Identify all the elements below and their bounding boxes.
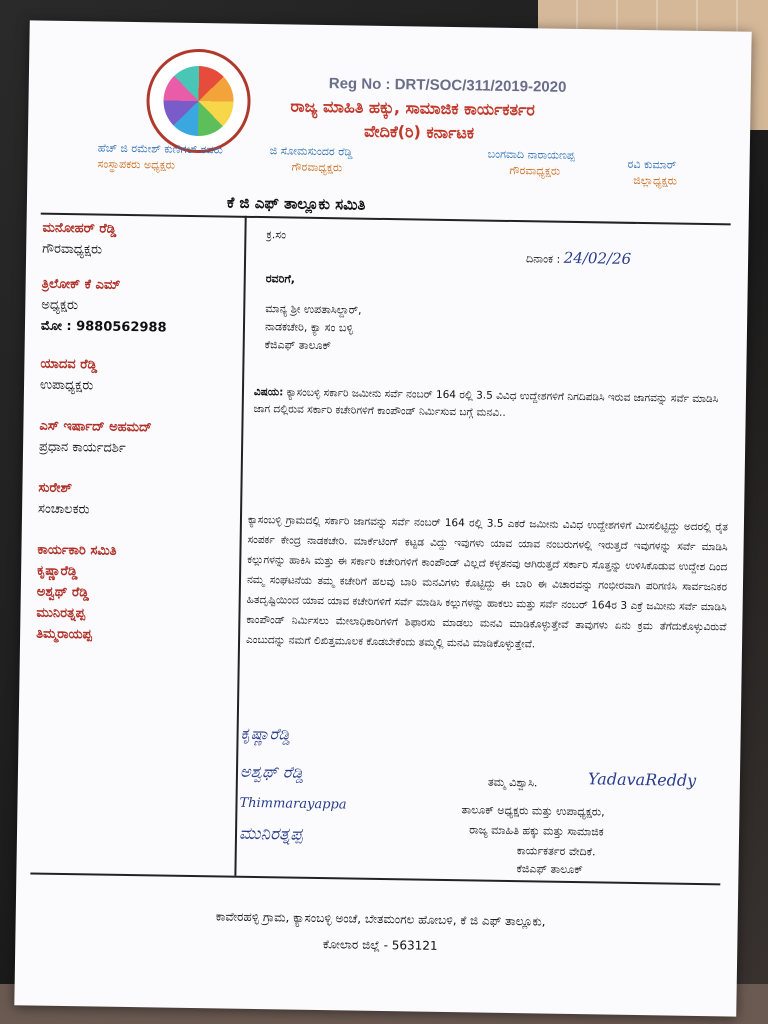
footer-line1: ಕಾವೇರಹಳ್ಳಿ ಗ್ರಾಮ, ಕ್ಯಾಸಂಬಳ್ಳಿ ಅಂಚೆ, ಬೇತಮಂಗಲ ಹೋಬಳಿ, ಕೆ ಜಿ ಎಫ್ ತಾಲ್ಲೂಕು,	[215, 909, 546, 929]
founder-role: ಜಿಲ್ಲಾಧ್ಯಕ್ಷರು	[633, 173, 678, 188]
date-label: ದಿನಾಂಕ :	[525, 252, 561, 266]
signatory-line: ರಾಜ್ಯ ಮಾಹಿತಿ ಹಕ್ಕು ಮತ್ತು ಸಾಮಾಜಿಕ	[469, 823, 604, 839]
footer-address	[35, 901, 726, 964]
handwritten-signature: ಕೃಷ್ಣಾರೆಡ್ಡಿ	[240, 723, 291, 744]
subject-label: ವಿಷಯ:	[253, 385, 284, 399]
member-role: ಉಪಾಧ್ಯಕ್ಷರು	[39, 377, 94, 394]
recipient-line: ಕೆಜಿಎಫ್ ತಾಲೂಕ್	[264, 338, 332, 353]
footer-divider	[30, 873, 720, 886]
letter-date	[526, 248, 631, 268]
sidebar-member	[41, 277, 242, 337]
handwritten-signature: YadavaReddy	[587, 769, 697, 790]
recipient-line: ನಾಡಕಚೇರಿ, ಕ್ಯಾ ಸಂ ಬಳ್ಳಿ	[264, 320, 354, 335]
reference-number: ಕ್ರ.ಸಂ	[266, 228, 287, 242]
letter-body: ಕ್ಯಾಸಂಬಳ್ಳಿ ಗ್ರಾಮದಲ್ಲಿ ಸರ್ಕಾರಿ ಜಾಗವನ್ನು ಸರ್ವೆ ನಂಬರ್ 164 ರಲ್ಲಿ 3.5 ಎಕರೆ ಜಮೀನು ವಿವಿಧ ಉದ್ದೇಶಗಳಿಗೆ ಮೀಸಲಿಟ್ಟಿದ್ದು ಅದರಲ್ಲಿ ರೈತ ಸಂಪರ್ಕ ಕೇಂದ್ರ ನಾಡಕಚೇರಿ. ಮಾರ್ಕೆಟಿಂಗ್ ಕಟ್ಟಡ ವಿದ್ದು ಇವುಗಳು ಯಾವ ಯಾವ ನಂಬರುಗಳಲ್ಲಿ ಇರುತ್ತದೆ ಇವುಗಳನ್ನು ಸರ್ವೆ ಮಾಡಿಸಿ ಕಲ್ಲುಗಳನ್ನು ಹಾಕಿಸಿ ಮತ್ತು ಈ ಸರ್ಕಾರಿ ಕಚೇರಿಗಳಿಗೆ ಕಾಂಪೌಂಡ್ ವಿಲ್ಲದೆ ಕಳ್ಳತನವು ಆಗಿರುತ್ತದೆ ಸರ್ಕಾರಿ ಸೊತ್ತನ್ನು ಉಳಿಸಿಕೊಡುವ ಉದ್ದೇಶ ದಿಂದ ನಮ್ಮ ಸಂಘಟನೆಯ ತಮ್ಮ ಕಚೇರಿಗೆ ಹಲವು ಬಾರಿ ಮನವಿಗಳು ಕೊಟ್ಟಿದ್ದು ಈ ಬಾರಿ ಈ ವಿಚಾರವನ್ನು ಗಂಭೀರವಾಗಿ ಪರಿಗಣಿಸಿ ಸಾರ್ವಜನಿಕರ ಹಿತದೃಷ್ಟಿಯಿಂದ ಯಾವ ಯಾವ ಕಚೇರಿಗಳಿಗೆ ಸರ್ವೆ ಮಾಡಿಸಿ ಕಲ್ಲುಗಳನ್ನು ಹಾಕಲು ಮತ್ತು ಸರ್ವೆ ನಂಬರ್ 164ರ 3 ಎಕ್ರೆ ಜಮೀನು ಸರ್ವೆ ಮಾಡಿಸಿ ಕಾಂಪೌಂಡ್ ನಿರ್ಮಿಸಲು ಮೇಲಾಧಿಕಾರಿಗಳಿಗೆ ಶಿಫಾರಸು ಮಾಡಲು ಮನವಿ ಮಾಡಿಕೊಳ್ಳುತ್ತೇವೆ ತಾವುಗಳು ಏನು ಕ್ರಮ ತೆಗೆದುಕೊಳ್ಳುವಿರುವೆ ಎಂಬುದನ್ನು ನಮಗೆ ಲಿಖಿತ್ತಮೂಲಕ ಕೊಡಬೇಕೆಂದು ತಮ್ಮಲ್ಲಿ ಮನವಿ ಮಾಡಿಕೊಳ್ಳುತ್ತೇವೆ.	[245, 513, 728, 651]
founder-role: ಸಂಸ್ಥಾಪಕರು ಅಧ್ಯಕ್ಷರು	[97, 157, 176, 172]
organization-name-line2: ವೇದಿಕೆ(ರಿ) ಕರ್ನಾಟಕ	[363, 121, 475, 143]
member-role: ಅಧ್ಯಕ್ಷರು	[41, 297, 79, 314]
recipient-line: ಮಾನ್ಯ ಶ್ರೀ ಉಪತಾಸಿಲ್ದಾರ್,	[265, 302, 362, 317]
committee-heading: ಕಾರ್ಯಕಾರಿ ಸಮಿತಿ	[37, 542, 117, 559]
date-value: 24/02/26	[563, 248, 632, 268]
member-name: ತ್ರಿಲೋಕ್ ಕೆ ಎಮ್	[41, 276, 121, 293]
member-role: ಗೌರವಾಧ್ಯಕ್ಷರು	[42, 241, 103, 258]
founder-name: ಜಿ ಸೋಮಸುಂದರ ರೆಡ್ಡಿ	[269, 144, 353, 159]
signatory-line: ಕೆಜಿಎಫ್ ತಾಲೂಕ್	[516, 862, 583, 877]
founder-role: ಗೌರವಾಧ್ಯಕ್ಷರು	[509, 163, 561, 178]
founder-name: ಬಂಗವಾದಿ ನಾರಾಯಣಪ್ಪ	[487, 147, 575, 162]
handwritten-signature: ಮುನಿರತ್ನಪ್ಪ	[238, 823, 303, 845]
sidebar-member	[40, 357, 241, 396]
letter-paper	[14, 20, 751, 1016]
founders-row	[97, 141, 718, 206]
committee-member: ಅಶ್ವಥ್ ರೆಡ್ಡಿ	[36, 584, 90, 601]
organization-name-line1: ರಾಜ್ಯ ಮಾಹಿತಿ ಹಕ್ಕು, ಸಾಮಾಜಿಕ ಕಾರ್ಯಕರ್ತರ	[290, 96, 535, 120]
committee-member: ಕೃಷ್ಣಾರೆಡ್ಡಿ	[37, 563, 78, 580]
member-name: ಸುರೇಶ್	[38, 480, 73, 497]
founder-role: ಗೌರವಾಧ್ಯಕ್ಷರು	[291, 160, 343, 175]
handwritten-signature: ಅಶ್ವಥ್ ರೆಡ್ಡಿ	[239, 761, 304, 782]
member-name: ಮನೋಹರ್ ರೆಡ್ಡಿ	[42, 220, 117, 237]
subject-block	[254, 384, 724, 425]
member-name: ಯಾದವ ರೆಡ್ಡಿ	[40, 356, 98, 373]
registration-number: Reg No : DRT/SOC/311/2019-2020	[328, 75, 567, 96]
member-role: ಪ್ರಧಾನ ಕಾರ್ಯದರ್ಶಿ	[38, 439, 126, 456]
subject-text: ಕ್ಯಾಸಂಬಳ್ಳಿ ಸರ್ಕಾರಿ ಜಮೀನು ಸರ್ವೆ ನಂಬರ್ 164 ರಲ್ಲಿ 3.5 ವಿವಿಧ ಉದ್ದೇಶಗಳಿಗೆ ನಿಗದಿಪಡಿಸಿ ಇರುವ ಜಾಗವನ್ನು ಸರ್ವೆ ಮಾಡಿಸಿ ಜಾಗ ದಲ್ಲಿರುವ ಸರ್ಕಾರಿ ಕಚೇರಿಗಳಿಗೆ ಕಾಂಪೌಂಡ್ ನಿರ್ಮಿಸುವ ಬಗ್ಗೆ ಮನವಿ..	[253, 386, 719, 419]
footer-line2: ಕೋಲಾರ ಜಿಲ್ಲೆ - 563121	[322, 937, 438, 953]
member-role: ಸಂಚಾಲಕರು	[37, 501, 90, 518]
founder-name: ರವಿ ಕುಮಾರ್	[627, 157, 677, 172]
signatory-line: ಕಾರ್ಯಕರ್ತರ ವೇದಿಕೆ.	[516, 844, 596, 859]
closing-text: ತಮ್ಮ ವಿಶ್ವಾಸಿ.	[487, 775, 538, 790]
committee-title: ಕೆ ಜಿ ಎಫ್ ತಾಲ್ಲೂಕು ಸಮಿತಿ	[226, 193, 366, 214]
committee-member: ತಿಮ್ಮರಾಯಪ್ಪ	[36, 626, 93, 643]
sidebar-member	[42, 221, 243, 260]
sidebar-member	[39, 419, 240, 458]
signatory-line: ತಾಲೂಕ್ ಅಧ್ಯಕ್ಷರು ಮತ್ತು ಉಪಾಧ್ಯಕ್ಷರು,	[461, 803, 605, 819]
salutation: ರವರಿಗೆ,	[265, 272, 296, 286]
logo-emblem	[163, 66, 234, 137]
handwritten-signature: Thimmarayappa	[239, 795, 347, 813]
sidebar-member	[38, 481, 239, 520]
member-name: ಎಸ್ ಇರ್ಷಾದ್ ಅಹಮದ್	[39, 418, 152, 436]
executive-committee	[36, 543, 238, 645]
committee-member: ಮುನಿರತ್ನಪ್ಪ	[36, 605, 86, 622]
organization-logo	[146, 48, 252, 154]
founder-name: ಹೆಚ್ ಜಿ ರಮೇಶ್ ಕುಣಿಗಲ್ ರವರು	[97, 141, 223, 157]
member-phone: ಮೋ : 9880562988	[40, 318, 167, 336]
